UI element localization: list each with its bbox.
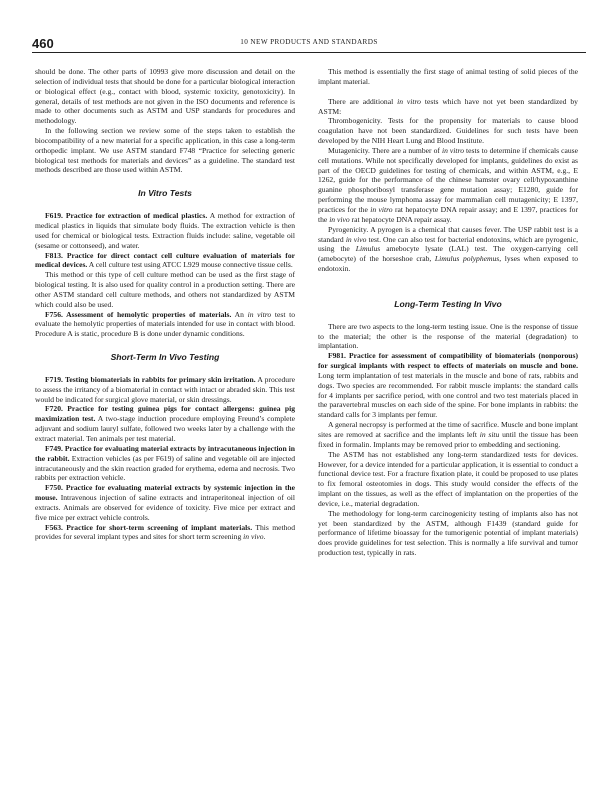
standard-entry-f813 — [35, 251, 295, 271]
standard-title: F749. Practice for evaluating material extracts by intracutaneous injection in the rabbit. — [35, 443, 295, 463]
text-run: rat hepatocyte DNA repair assay; and E 1397, practices for the — [318, 204, 578, 224]
standard-description: Long term implantation of test materials in the muscle and bone of rats, rabbits and dogs. Two species are recommended. For rabbit muscle implants: the standard calls for 4 implants per sacrifice period, with one control and two test materials placed in the paravertebral muscles on each side of the spine. For bone implants in rabbits: the standard calls for 3 implants per femur. — [318, 370, 578, 420]
standard-entry-f756 — [35, 310, 295, 340]
paragraph: should be done. The other parts of 10993 give more discussion and detail on the selection of individual tests that should be done for a particular biological interaction or biological effect (e.g., contact with blood, systemic toxicity, genotoxicity). In general, details of test methods are not given in the ISO documents and reference is made to other documents such as ASTM and USP standards for procedures and methodology. — [35, 67, 295, 126]
italic-term: in vivo — [345, 234, 367, 244]
standard-title: F720. Practice for testing guinea pigs for contact allergens: guinea pig maximization test. — [35, 404, 295, 424]
standard-title: F750. Practice for evaluating material extracts by systemic injection in the mouse. — [35, 483, 295, 503]
text-run: rat hepatocyte DNA repair assay. — [349, 214, 452, 224]
italic-term: in vitro — [397, 96, 421, 106]
text-run: test to evaluate the hemolytic properties of materials intended for use in contact with blood. Procedure A is static, procedure B is done under dynamic conditions. — [35, 309, 296, 339]
text-run: tests to determine if chemicals cause cell mutations. While not specifically developed for implants, guidelines do exist as part of the OECD guidelines for testing of chemicals, and within ASTM, e.g., E 1262, guide for the performance of the chinese hamster ovary cell/hypoxanthine guanine phosphoribosyl transferase gene mutation assay; E1280, guide for performing the mouse lymphoma assay for mammalian cell mutagenicity; E 1397, practices for the — [318, 145, 578, 214]
text-run: tests which have not yet been standardized by ASTM: — [318, 96, 578, 116]
paragraph: This method is essentially the first stage of animal testing of solid pieces of the implant material. — [318, 67, 578, 86]
standard-title: F981. Practice for assessment of compatibility of biomaterials (nonporous) for surgical implants with respect to effects of materials on muscle and bone. — [318, 351, 578, 371]
standard-entry-f720 — [35, 404, 295, 443]
section-heading-short-term: Short-Term In Vivo Testing — [110, 352, 220, 363]
standard-description: Intravenous injection of saline extracts and intraperitoneal injection of oil extracts. Animals are observed for evidence of toxicity. Five mice per extract and five mice per extract vehicle controls. — [35, 493, 295, 522]
italic-term: in vitro — [441, 145, 464, 155]
standard-description: A method for extraction of medical plastics in liquids that simulate body fluids. The extraction vehicle is then used for chemical or biological tests. Extraction fluids include: saline, vegetable oil (sesame or cottonseed), and water. — [35, 211, 295, 250]
section-heading-long-term: Long-Term Testing In Vivo — [394, 298, 502, 309]
italic-term: in vitro — [370, 204, 393, 214]
standard-entry-f750 — [35, 483, 295, 522]
paragraph: This method or this type of cell culture method can be used as the first stage of biological testing. It is also used for quality control in a production setting. There are other ASTM standard cell culture methods, and others not standardized by ASTM which could also be used. — [35, 270, 295, 309]
italic-term: in vivo — [243, 532, 264, 542]
paragraph: In the following section we review some of the steps taken to establish the biocompatibility of a new material for a specific application, in this case a long-term orthopedic implant. We use ASTM standard F748 “Practice for selecting generic biological test methods for materials and devices” as a guideline. The standard test methods described are those used within ASTM. — [35, 126, 295, 175]
text-run: , lyses when exposed to endotoxin. — [318, 254, 579, 274]
standard-entry-f749 — [35, 444, 295, 483]
standard-entry-f719 — [35, 375, 295, 405]
spacer — [318, 87, 578, 97]
standard-title: F756. Assessment of hemolytic properties of materials. — [45, 309, 232, 319]
standard-title: F619. Practice for extraction of medical plastics. — [45, 211, 208, 221]
standard-title: F813. Practice for direct contact cell culture evaluation of materials for medical devices. — [35, 250, 295, 270]
standard-entry-f619 — [35, 211, 295, 250]
text-run: . — [263, 532, 266, 542]
paragraph: There are two aspects to the long-term testing issue. One is the response of tissue to the material; the other is the response of the material (degradation) to implantation. — [318, 321, 578, 351]
text-run: A general necropsy is performed at the time of sacrifice. Muscle and bone implant sites are removed at sacrifice and the implants left — [318, 420, 578, 439]
paragraph-thrombogenicity: Thrombogenicity. Tests for the propensity for materials to cause blood coagulation have not been standardized. Guidelines for such tests have been developed by the NIH Heart Lung and Blood Institute. — [318, 116, 578, 146]
text-run: An — [231, 309, 248, 319]
standard-description: Extraction vehicles (as per F619) of saline and vegetable oil are injected intracutaneously and the skin reaction graded for erythema, edema and necrosis. Two rabbits per extraction vehicle. — [35, 453, 295, 483]
text-run: Pyrogenicity. A pyrogen is a chemical that causes fever. The USP rabbit test is a standard — [318, 224, 578, 244]
text-run: amebocyte lysate (LAL) test. The oxygen-carrying cell (amebocyte) of the horseshoe crab, — [318, 244, 579, 264]
standard-entry-f563 — [35, 523, 295, 543]
standard-description: A procedure to assess the irritancy of a biomaterial in contact with intact or abraded skin. This test would be indicated for surgical glove material, or skin dressings. — [35, 374, 295, 404]
standard-title: F719. Testing biomaterials in rabbits for primary skin irritation. — [45, 374, 256, 384]
standard-title: F563. Practice for short-term screening of implant materials. — [45, 522, 253, 532]
paragraph: The methodology for long-term carcinogenicity testing of implants also has not yet been standardized by the ASTM, although F1439 (standard guide for performance of lifetime bioassay for the tumorigenic potential of implant materials) does provide guidelines for test selection. This is normally a life survival and tumor production test, typically in rats. — [318, 508, 578, 558]
text-run: This method provides for several implant types and sites for short term screening — [35, 522, 295, 542]
page-number: 460 — [32, 36, 54, 51]
standard-entry-f981 — [318, 351, 578, 420]
italic-term: Limulus polyphemus — [434, 254, 500, 264]
paragraph: The ASTM has not established any long-term standardized tests for devices. However, for a device intended for a particular application, it is essential to conduct a functional device test. For a fracture fixation plate, it could be proposed to use plates to fix femoral osteotomies in dogs. This study would consider the effects of the implant on the tissues, as well as the effect of implantation on the properties of the device, i.e., material degradation. — [318, 449, 578, 508]
right-column — [318, 67, 578, 558]
italic-term: in vitro — [247, 309, 272, 319]
text-run: There are additional — [328, 96, 398, 106]
text-run: until the tissue has been fixed in formalin. Implants may be removed prior to embedding and sectioning. — [318, 430, 578, 449]
italic-term: Limulus — [355, 244, 381, 254]
standard-description: A two-stage induction procedure employing Freund’s complete adjuvant and sodium lauryl sulfate, followed two weeks later by a challenge with the extract material. Ten animals per test material. — [35, 414, 295, 443]
paragraph — [318, 420, 578, 450]
running-title: 10 NEW PRODUCTS AND STANDARDS — [240, 38, 378, 46]
left-column — [35, 67, 295, 542]
paragraph-mutagenicity — [318, 146, 578, 225]
italic-term: in vivo — [329, 214, 350, 224]
section-heading-in-vitro: In Vitro Tests — [138, 188, 192, 199]
paragraph — [318, 97, 578, 117]
paragraph-pyrogenicity — [318, 225, 578, 274]
running-header — [32, 36, 586, 53]
standard-description: A cell culture test using ATCC L929 mouse connective tissue cells. — [87, 260, 293, 270]
italic-term: in situ — [479, 430, 500, 439]
text-run: test. One can also test for bacterial endotoxins, which are pyrogenic, using the — [318, 234, 579, 254]
text-run: Mutagenicity. There are a number of — [328, 145, 442, 155]
